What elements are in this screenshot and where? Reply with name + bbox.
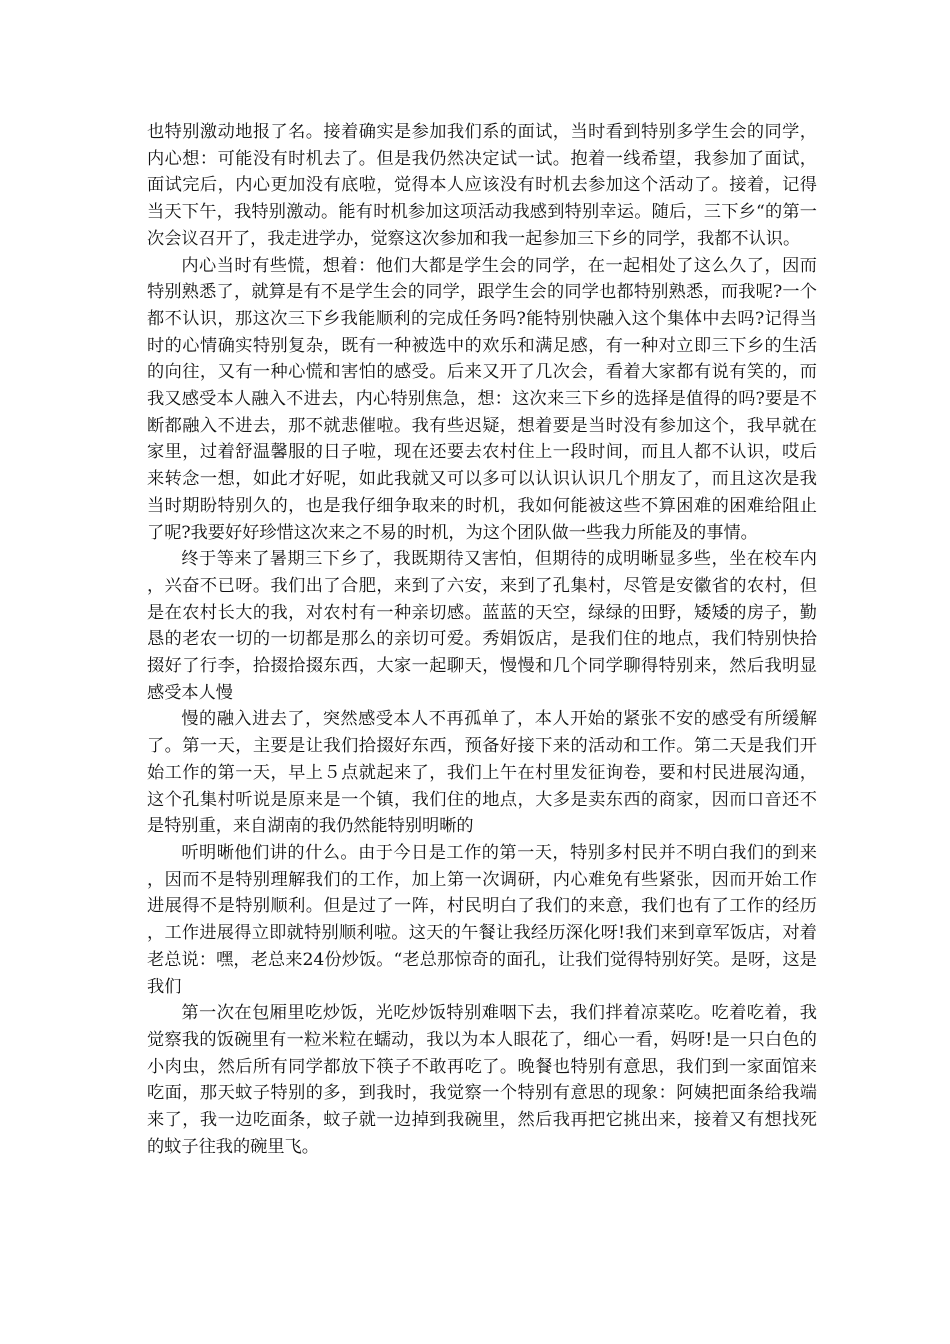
- paragraph-6: 第一次在包厢里吃炒饭，光吃炒饭特别难咽下去，我们拌着凉菜吃。吃着吃着，我觉察我的饭碗里有一粒米粒在蠕动，我以为本人眼花了，细心一看，妈呀!是一只白色的小肉虫，然后所有同学都放下筷子不敢再吃了。晚餐也特别有意思，我们到一家面馆来吃面，那天蚊子特别的多，到我时，我觉察一个特别有意思的现象：阿姨把面条给我端来了，我一边吃面条，蚊子就一边掉到我碗里，然后我再把它挑出来，接着又有想找死的蚊子往我的碗里飞。: [147, 1003, 817, 1157]
- paragraph-4: 慢的融入进去了，突然感受本人不再孤单了，本人开始的紧张不安的感受有所缓解了。第一天，主要是让我们拾掇好东西，预备好接下来的活动和工作。第二天是我们开始工作的第一天，早上５点就起来了，我们上午在村里发征询卷，要和村民进展沟通，这个孔集村听说是原来是一个镇，我们住的地点，大多是卖东西的商家，因而口音还不是特别重，来自湖南的我仍然能特别明晰的: [147, 709, 817, 837]
- document-body: [147, 119, 817, 1160]
- paragraph-2: 内心当时有些慌，想着：他们大都是学生会的同学，在一起相处了这么久了，因而特别熟悉了，就算是有不是学生会的同学，跟学生会的同学也都特别熟悉，而我呢?一个都不认识，那这次三下乡我能顺利的完成任务吗?能特别快融入这个集体中去吗?记得当时的心情确实特别复杂，既有一种被选中的欢乐和满足感，有一种对立即三下乡的生活的向往，又有一种心慌和害怕的感受。后来又开了几次会，看着大家都有说有笑的，而我又感受本人融入不进去，内心特别焦急，想：这次来三下乡的选择是值得的吗?要是不断都融入不进去，那不就悲催啦。我有些迟疑，想着要是当时没有参加这个，我早就在家里，过着舒温馨服的日子啦，现在还要去农村住上一段时间，而且人都不认识，哎后来转念一想，如此才好呢，如此我就又可以多可以认识认识几个朋友了，而且这次是我当时期盼特别久的，也是我仔细争取来的时机，我如何能被这些不算困难的困难给阻止了呢?我要好好珍惜这次来之不易的时机，为这个团队做一些我力所能及的事情。: [147, 255, 817, 543]
- paragraph-1: 也特别激动地报了名。接着确实是参加我们系的面试，当时看到特别多学生会的同学，内心想：可能没有时机去了。但是我仍然决定试一试。抱着一线希望，我参加了面试，面试完后，内心更加没有底啦，觉得本人应该没有时机去参加这个活动了。接着，记得当天下午，我特别激动。能有时机参加这项活动我感到特别幸运。随后，三下乡“的第一次会议召开了，我走进学办，觉察这次参加和我一起参加三下乡的同学，我都不认识。: [147, 122, 817, 249]
- paragraph-3: 终于等来了暑期三下乡了，我既期待又害怕，但期待的成明晰显多些，坐在校车内，兴奋不已呀。我们出了合肥，来到了六安，来到了孔集村，尽管是安徽省的农村，但是在农村长大的我，对农村有一种亲切感。蓝蓝的天空，绿绿的田野，矮矮的房子，勤恳的老农一切的一切都是那么的亲切可爱。秀娟饭店，是我们住的地点，我们特别快拾掇好了行李，拾掇拾掇东西，大家一起聊天，慢慢和几个同学聊得特别来，然后我明显感受本人慢: [147, 549, 817, 703]
- paragraph-5: 听明晰他们讲的什么。由于今日是工作的第一天，特别多村民并不明白我们的到来，因而不是特别理解我们的工作，加上第一次调研，内心难免有些紧张，因而开始工作进展得不是特别顺利。但是过了一阵，村民明白了我们的来意，我们也有了工作的经历，工作进展得立即就特别顺利啦。这天的午餐让我经历深化呀!我们来到章军饭店，对着老总说：嘿，老总来24份炒饭。“老总那惊奇的面孔，让我们觉得特别好笑。是呀，这是我们: [147, 842, 817, 997]
